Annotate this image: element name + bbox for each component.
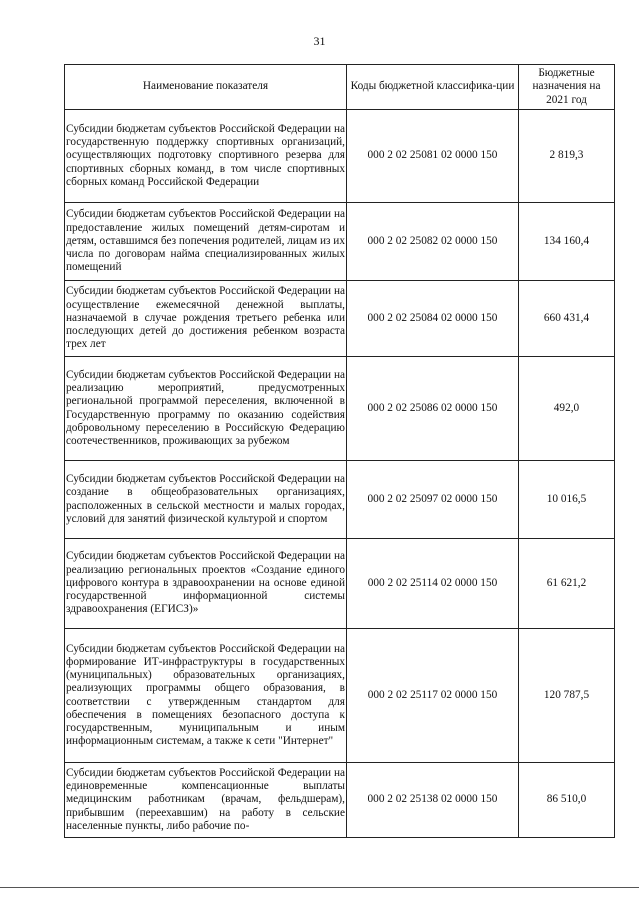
- table-row: [65, 281, 615, 357]
- row-code: 000 2 02 25084 02 0000 150: [347, 281, 519, 357]
- row-value: 86 510,0: [519, 763, 615, 838]
- table-row: [65, 629, 615, 763]
- row-value: 2 819,3: [519, 110, 615, 203]
- table-row: [65, 461, 615, 539]
- table-row: [65, 357, 615, 461]
- row-name: Субсидии бюджетам субъектов Российской Федерации на создание в общеобразовательных организациях, расположенных в сельской местности и малых городах, условий для занятий физической культурой и спортом: [65, 461, 347, 539]
- row-code: 000 2 02 25082 02 0000 150: [347, 203, 519, 281]
- table-row: [65, 110, 615, 203]
- table-row: [65, 539, 615, 629]
- row-code: 000 2 02 25117 02 0000 150: [347, 629, 519, 763]
- row-name: Субсидии бюджетам субъектов Российской Федерации на реализацию региональных проектов «Создание единого цифрового контура в здравоохранении на основе единой государственной информационной системы здравоохранения (ЕГИСЗ)»: [65, 539, 347, 629]
- header-budget-amount: Бюджетные назначения на 2021 год: [519, 65, 615, 110]
- row-value: 10 016,5: [519, 461, 615, 539]
- row-name: Субсидии бюджетам субъектов Российской Федерации на государственную поддержку спортивных организаций, осуществляющих подготовку спортивного резерва для спортивных сборных команд, в том числе спортивных сборных команд Российской Федерации: [65, 110, 347, 203]
- page-number: 31: [313, 34, 326, 48]
- row-code: 000 2 02 25097 02 0000 150: [347, 461, 519, 539]
- table-header-row: [65, 65, 615, 110]
- header-budget-code: Коды бюджетной классифика-ции: [347, 65, 519, 110]
- table-row: [65, 203, 615, 281]
- page-bottom-edge: [0, 887, 639, 888]
- budget-table: [64, 64, 615, 838]
- row-value: 61 621,2: [519, 539, 615, 629]
- row-code: 000 2 02 25086 02 0000 150: [347, 357, 519, 461]
- table-row: [65, 763, 615, 838]
- row-name: Субсидии бюджетам субъектов Российской Федерации на формирование ИТ-инфраструктуры в государственных (муниципальных) образовательных организациях, реализующих программы общего образования, в соответствии с утвержденным стандартом для обеспечения в помещениях безопасного доступа к государственным, муниципальным и иным информационным системам, а также к сети "Интернет": [65, 629, 347, 763]
- row-name: Субсидии бюджетам субъектов Российской Федерации на осуществление ежемесячной денежной выплаты, назначаемой в случае рождения третьего ребенка или последующих детей до достижения ребенком возраста трех лет: [65, 281, 347, 357]
- row-value: 134 160,4: [519, 203, 615, 281]
- row-name: Субсидии бюджетам субъектов Российской Федерации на единовременные компенсационные выплаты медицинским работникам (врачам, фельдшерам), прибывшим (переехавшим) на работу в сельские населенные пункты, либо рабочие по-: [65, 763, 347, 838]
- row-code: 000 2 02 25081 02 0000 150: [347, 110, 519, 203]
- row-value: 492,0: [519, 357, 615, 461]
- row-code: 000 2 02 25138 02 0000 150: [347, 763, 519, 838]
- row-name: Субсидии бюджетам субъектов Российской Федерации на предоставление жилых помещений детям-сиротам и детям, оставшимся без попечения родителей, лицам из их числа по договорам найма специализированных жилых помещений: [65, 203, 347, 281]
- row-code: 000 2 02 25114 02 0000 150: [347, 539, 519, 629]
- header-indicator-name: Наименование показателя: [65, 65, 347, 110]
- row-value: 660 431,4: [519, 281, 615, 357]
- row-value: 120 787,5: [519, 629, 615, 763]
- row-name: Субсидии бюджетам субъектов Российской Федерации на реализацию мероприятий, предусмотренных региональной программой переселения, включенной в Государственную программу по оказанию содействия добровольному переселению в Российскую Федерацию соотечественников, проживающих за рубежом: [65, 357, 347, 461]
